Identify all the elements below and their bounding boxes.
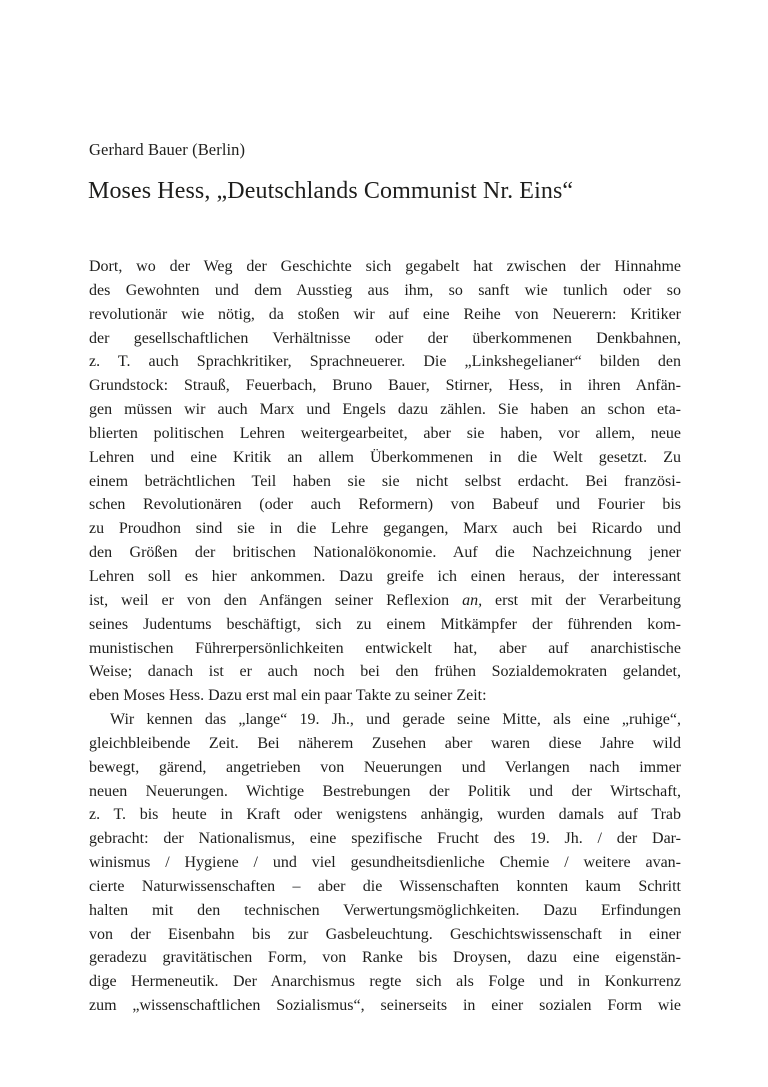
text-segment: von der Eisenbahn bis zur Gasbeleuchtung. Geschichtswissenschaft in einer bbox=[89, 925, 681, 943]
text-segment: revolutionär wie nötig, da stoßen wir auf eine Reihe von Neuerern: Kritiker bbox=[89, 305, 681, 323]
text-segment: gebracht: der Nationalismus, eine spezifische Frucht des 19. Jh. / der Dar- bbox=[89, 830, 681, 848]
text-segment: den Größen der britischen Nationalökonomie. Auf die Nachzeichnung jener bbox=[89, 544, 681, 562]
text-line bbox=[89, 970, 681, 994]
text-line bbox=[89, 470, 681, 494]
text-segment: seines Judentums beschäftigt, sich zu einem Mitkämpfer der führenden kom- bbox=[89, 615, 681, 633]
text-line bbox=[89, 398, 681, 422]
text-line bbox=[89, 255, 681, 279]
text-line bbox=[89, 493, 681, 517]
text-segment: ist, weil er von den Anfängen seiner Reflexion bbox=[89, 591, 463, 609]
text-segment: gen müssen wir auch Marx und Engels dazu zählen. Sie haben an schon eta- bbox=[89, 401, 681, 419]
article-title: Moses Hess, „Deutschlands Communist Nr. Eins“ bbox=[88, 178, 574, 204]
article-body bbox=[89, 255, 681, 1018]
text-segment: geradezu gravitätischen Form, von Ranke bis Droysen, dazu eine eigenstän- bbox=[89, 949, 681, 967]
text-segment: dige Hermeneutik. Der Anarchismus regte sich als Folge und in Konkurrenz bbox=[89, 973, 681, 991]
text-segment: erst mit der Verarbeitung bbox=[482, 591, 681, 609]
text-segment: des Gewohnten und dem Ausstieg aus ihm, so sanft wie tunlich oder so bbox=[89, 281, 681, 299]
text-line bbox=[89, 279, 681, 303]
text-line bbox=[89, 660, 681, 684]
text-segment: eben Moses Hess. Dazu erst mal ein paar Takte zu seiner Zeit: bbox=[89, 687, 487, 705]
text-segment: zu Proudhon sind sie in die Lehre gegangen, Marx auch bei Ricardo und bbox=[89, 520, 681, 538]
text-segment: Grundstock: Strauß, Feuerbach, Bruno Bauer, Stirner, Hess, in ihren Anfän- bbox=[89, 377, 681, 395]
text-line bbox=[89, 422, 681, 446]
paragraph bbox=[89, 255, 681, 708]
text-line bbox=[89, 303, 681, 327]
text-line bbox=[89, 589, 681, 613]
text-line bbox=[89, 923, 681, 947]
text-segment: bewegt, gärend, angetrieben von Neuerungen und Verlangen nach immer bbox=[89, 758, 681, 776]
text-segment: halten mit den technischen Verwertungsmöglichkeiten. Dazu Erfindungen bbox=[89, 901, 681, 919]
text-line bbox=[89, 565, 681, 589]
text-line bbox=[89, 613, 681, 637]
text-line bbox=[89, 637, 681, 661]
text-segment: Lehren soll es hier ankommen. Dazu greife ich einen heraus, der interessant bbox=[89, 567, 681, 585]
text-segment: blierten politischen Lehren weitergearbeitet, aber sie haben, vor allem, neue bbox=[89, 424, 681, 442]
text-line bbox=[89, 684, 681, 708]
text-line bbox=[89, 350, 681, 374]
text-line bbox=[89, 780, 681, 804]
text-line bbox=[89, 827, 681, 851]
text-line bbox=[89, 899, 681, 923]
text-segment: Lehren und eine Kritik an allem Überkommenen in die Welt gesetzt. Zu bbox=[89, 448, 681, 466]
emphasis-text: an, bbox=[462, 591, 483, 609]
text-segment: cierte Naturwissenschaften – aber die Wissenschaften konnten kaum Schritt bbox=[89, 877, 681, 895]
text-line bbox=[89, 446, 681, 470]
text-line bbox=[89, 851, 681, 875]
text-segment: schen Revolutionären (oder auch Reformern) von Babeuf und Fourier bis bbox=[89, 496, 681, 514]
text-line bbox=[89, 946, 681, 970]
text-segment: gleichbleibende Zeit. Bei näherem Zusehen aber waren diese Jahre wild bbox=[89, 734, 681, 752]
author-line: Gerhard Bauer (Berlin) bbox=[89, 140, 246, 159]
text-line bbox=[89, 994, 681, 1018]
text-segment: Weise; danach ist er auch noch bei den frühen Sozialdemokraten gelandet, bbox=[89, 663, 681, 681]
text-segment: z. T. auch Sprachkritiker, Sprachneuerer. Die „Linkshegelianer“ bilden den bbox=[89, 353, 681, 371]
text-segment: Wir kennen das „lange“ 19. Jh., und gerade seine Mitte, als eine „ruhige“, bbox=[110, 711, 681, 729]
text-segment: einem beträchtlichen Teil haben sie sie nicht selbst erdacht. Bei französi- bbox=[89, 472, 681, 490]
text-line bbox=[89, 517, 681, 541]
text-segment: z. T. bis heute in Kraft oder wenigstens anhängig, wurden damals auf Trab bbox=[89, 806, 681, 824]
text-line bbox=[89, 327, 681, 351]
text-line bbox=[89, 541, 681, 565]
text-line bbox=[89, 803, 681, 827]
text-line bbox=[89, 374, 681, 398]
text-segment: Dort, wo der Weg der Geschichte sich gegabelt hat zwischen der Hinnahme bbox=[89, 258, 681, 275]
paragraph bbox=[89, 708, 681, 1018]
text-line bbox=[89, 875, 681, 899]
text-segment: der gesellschaftlichen Verhältnisse oder der überkommenen Denkbahnen, bbox=[89, 329, 681, 347]
text-line bbox=[89, 756, 681, 780]
text-segment: munistischen Führerpersönlichkeiten entwickelt hat, aber auf anarchistische bbox=[89, 639, 681, 657]
text-segment: zum „wissenschaftlichen Sozialismus“, seinerseits in einer sozialen Form wie bbox=[89, 997, 681, 1015]
text-segment: neuen Neuerungen. Wichtige Bestrebungen der Politik und der Wirtschaft, bbox=[89, 782, 681, 800]
text-line bbox=[89, 708, 681, 732]
text-line bbox=[89, 732, 681, 756]
text-segment: winismus / Hygiene / und viel gesundheitsdienliche Chemie / weitere avan- bbox=[89, 854, 681, 872]
